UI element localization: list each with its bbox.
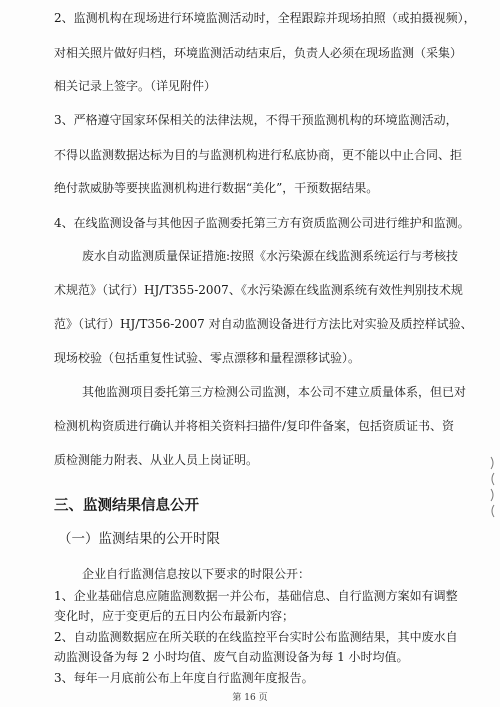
paragraph-line: 相关记录上签字。（详见附件）	[54, 79, 217, 93]
paragraph-line: 3、每年一月底前公布上年度自行监测年度报告。	[54, 671, 314, 685]
paragraph-line: 检测机构资质进行确认并将相关资料扫描件/复印件备案，包括资质证书、资	[54, 419, 455, 433]
paragraph-line: 不得以监测数据达标为目的与监测机构进行私底协商，更不能以中止合同、拒	[54, 148, 463, 162]
paragraph-line: 现场校验（包括重复性试验、零点漂移和量程漂移试验）。	[54, 351, 361, 365]
paragraph-line: 动监测设备为每 2 小时均值、废气自动监测设备为每 1 小时均值。	[54, 650, 409, 664]
paragraph-line: 对相关照片做好归档，环境监测活动结束后，负责人必须在现场监测（采集）	[54, 46, 463, 60]
paragraph-line: 4、在线监测设备与其他因子监测委托第三方有资质监测公司进行维护和监测。	[54, 216, 470, 230]
paragraph-line: 2、自动监测数据应在所关联的在线监控平台实时公布监测结果，其中废水自	[54, 630, 458, 644]
page-number: 第 16 页	[232, 693, 268, 703]
paragraph-line: 3、严格遵守国家环保相关的法律法规，不得干预监测机构的环境监测活动，	[54, 113, 458, 127]
paragraph-line: 其他监测项目委托第三方检测公司监测，本公司不建立质量体系，但已对	[82, 385, 467, 399]
subsection-heading: （一）监测结果的公开时限	[58, 531, 220, 547]
paragraph-line: 绝付款威胁等要挟监测机构进行数据“美化”，干预数据结果。	[54, 181, 379, 195]
binding-edge-mark-icon	[488, 455, 498, 525]
paragraph-line: 范》（试行）HJ/T356-2007 对自动监测设备进行方法比对实验及质控样试验、	[54, 317, 473, 331]
paragraph-line: 术规范》（试行）HJ/T355-2007、《水污染源在线监测系统有效性判别技术规	[54, 283, 463, 297]
paragraph-line: 变化时，应于变更后的五日内公布最新内容；	[54, 609, 295, 623]
paragraph-line: 2、监测机构在现场进行环境监测活动时，全程跟踪并现场拍照（或拍摄视频），	[54, 11, 476, 25]
paragraph-line: 废水自动监测质量保证措施:按照《水污染源在线监测系统运行与考核技	[82, 249, 459, 263]
paragraph-line: 企业自行监测信息按以下要求的时限公开：	[82, 567, 311, 581]
section-heading: 三、监测结果信息公开	[54, 498, 199, 514]
paragraph-line: 质检测能力附表、从业人员上岗证明。	[54, 453, 259, 467]
paragraph-line: 1、企业基础信息应随监测数据一并公布，基础信息、自行监测方案如有调整	[54, 589, 458, 603]
